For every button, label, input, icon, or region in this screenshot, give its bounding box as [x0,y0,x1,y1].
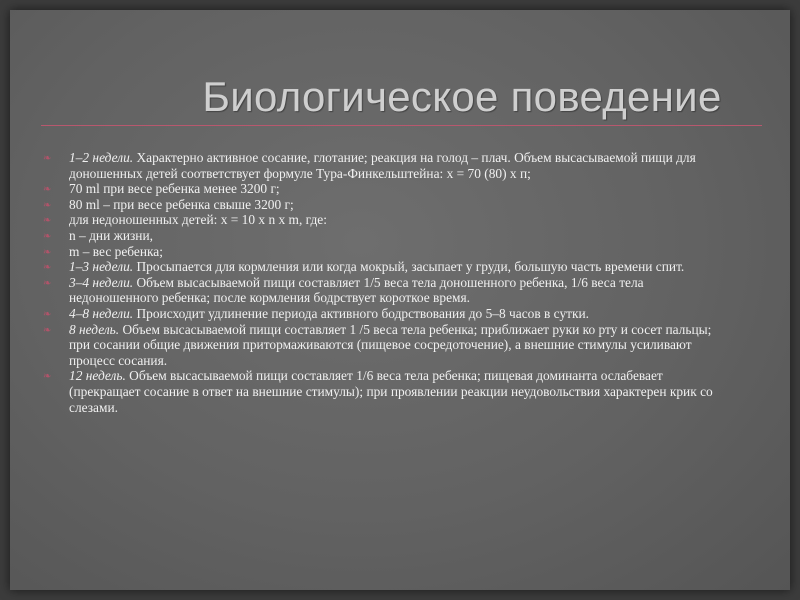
bullet-list [43,150,733,415]
bullet-icon: ❧ [43,230,52,242]
bullet-icon: ❧ [43,262,52,274]
item-text: Характерно активное сосание, глотание; реакция на голод – плач. Объем высасываемой пищи для доношенных детей соответствует формуле Тура-Финкельштейна: х = 70 (80) х п; [69,150,696,181]
item-lead: 12 недель. [69,368,126,384]
list-item [43,306,733,322]
item-text: Просыпается для кормления или когда мокрый, засыпает у груди, большую часть времени спит. [133,259,685,275]
list-item [43,228,733,244]
bullet-icon: ❧ [43,324,52,336]
bullet-icon: ❧ [43,277,52,289]
list-item [43,197,733,213]
item-lead: 4–8 недели. [69,305,134,321]
slide [10,10,790,590]
list-item [43,181,733,197]
item-text: Объем высасываемой пищи составляет 1 /5 веса тела ребенка; приближает руки ко рту и сосет пальцы; при сосании общие движения притормаживаются (пищевое сосредоточение), а внешние стимулы усиливают процесс сосания. [69,321,712,368]
item-lead: 3–4 недели. [69,274,134,290]
item-text: 80 ml – при весе ребенка свыше 3200 г; [69,196,294,212]
item-text: m – вес ребенка; [69,243,163,259]
slide-title: Биологическое поведение [202,73,722,120]
bullet-icon: ❧ [43,246,52,258]
list-item [43,275,733,306]
item-text: n – дни жизни, [69,227,153,243]
list-item [43,368,733,415]
bullet-icon: ❧ [43,215,52,227]
item-lead: 8 недель. [69,321,120,337]
bullet-icon: ❧ [43,199,52,211]
item-text: Объем высасываемой пищи составляет 1/6 веса тела ребенка; пищевая доминанта ослабевает (прекращает сосание в ответ на внешние стимулы); при проявлении реакции неудовольствия характерен крик со слезами. [69,368,713,415]
item-lead: 1–3 недели. [69,259,134,275]
item-text: 70 ml при весе ребенка менее 3200 г; [69,181,280,197]
bullet-icon: ❧ [43,308,52,320]
bullet-icon: ❧ [43,371,52,383]
list-item [43,259,733,275]
list-item [43,212,733,228]
item-text: Происходит удлинение периода активного бодрствования до 5–8 часов в сутки. [133,305,590,321]
item-text: Объем высасываемой пищи составляет 1/5 веса тела доношенного ребенка, 1/6 веса тела недоношенного ребенка; после кормления бодрствует короткое время. [69,274,644,306]
title-divider [41,125,762,126]
list-item [43,150,733,181]
bullet-icon: ❧ [43,184,52,196]
list-item [43,322,733,369]
item-text: для недоношенных детей: х = 10 х n х m, где: [69,212,327,228]
item-lead: 1–2 недели. [69,150,134,165]
bullet-icon: ❧ [43,153,52,164]
list-item [43,244,733,260]
